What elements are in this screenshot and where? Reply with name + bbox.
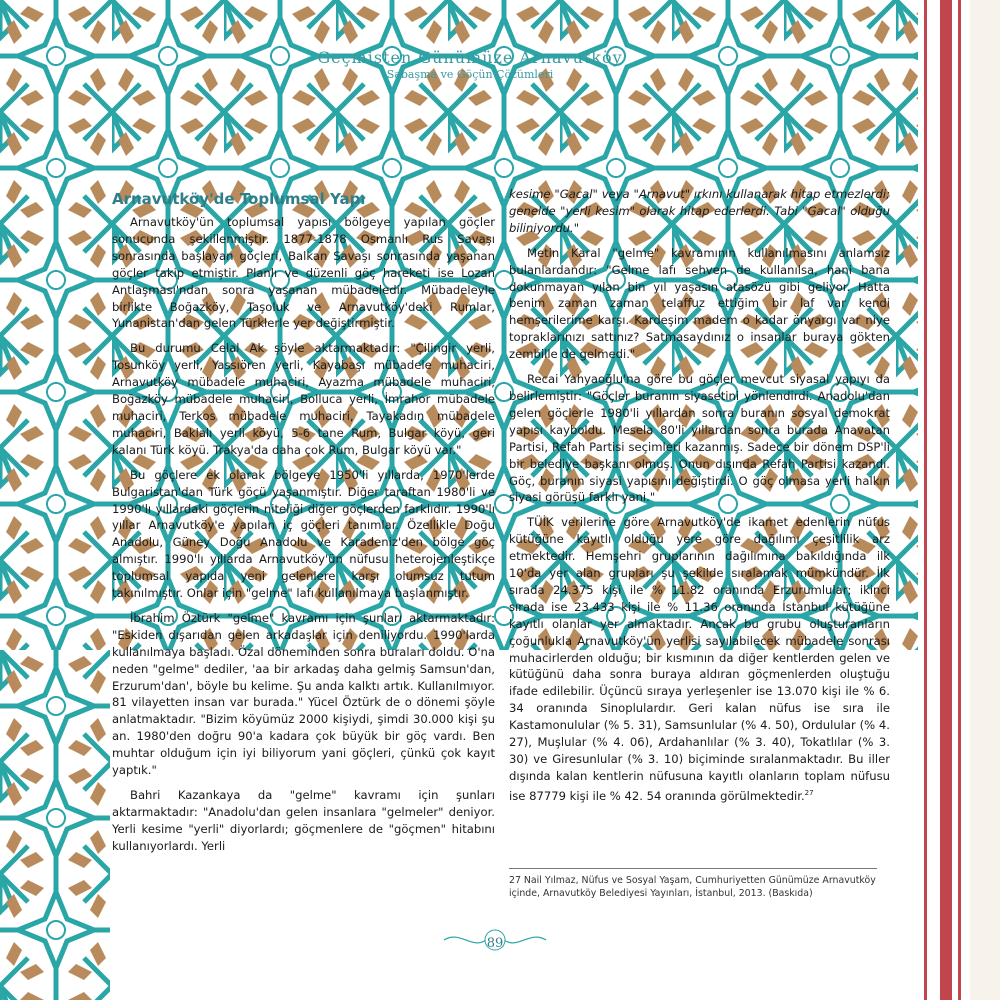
page-number: 89 (486, 936, 504, 951)
page-number-ornament (440, 928, 550, 952)
header-title: Geçmişten Günümüze Arnavutköy (317, 48, 623, 67)
left-column (112, 214, 495, 863)
paragraph: Arnavutköy'ün toplumsal yapısı bölgeye yapılan göçler sonucunda şekillenmiştir. 1877-1878 Osmanlı Rus Savaşı sonrasında başlayan göçleri, Balkan Savaşı sonrasında yaşanan göçler takip etmiştir. Planlı ve düzenli göç hareketi ise Lozan Antlaşması'ndan sonra yaşanan mübadeledir. Mübadeleyle birlikte Boğazköy, Taşoluk ve Arnavutköy'deki Rumlar, Yunanistan'dan gelen Türklerle yer değiştirmiştir. (112, 215, 495, 331)
paragraph: Bahri Kazankaya da "gelme" kavramı için şunları aktarmaktadır: "Anadolu'dan gelen insanlara "gelmeler" deniyor. Yerli kesime "yerli" diyorlardı; göçmenlere de "göçmen" hitabını kullanıyorlardı. Yerli (112, 788, 495, 853)
paragraph: İbrahim Öztürk "gelme" kavramı için şunları aktarmaktadır: "Eskiden dışarıdan gelen arkadaşlar için deniliyordu. 1990'larda kullanılmaya başladı. Özal döneminden sonra buraları doldu. O'na neden "gelme" dediler, 'aa bir arkadaş daha gelmiş Samsun'dan, Erzurum'dan', böyle bu kelime. Şu anda kalktı artık. Kullanılmıyor. 81 vilayetten insan var burada." Yücel Öztürk de o dönemi şöyle anlatmaktadır. "Bizim köyümüz 2000 kişiydi, şimdi 30.000 kişi şu an. 1980'den doğru 90'a kadara çok büyük bir göç vardı. Ben muhtar olduğum için iyi biliyorum yani göçleri, çünkü çok kayıt yaptık." (112, 610, 495, 778)
paragraph: Recai Yahyaoğlu'na göre bu göçler mevcut siyasal yapıyı da belirlemiştir: "Göçler buranın siyasetini yönlendirdi. Anadolu'dan gelen göçlerle 1980'li yıllardan sonra buranın sosyal demokrat yapısı kayboldu. Mesela 80'li yıllardan sonra burada Anavatan Partisi, Refah Partisi seçimleri kazanmış. Sadece bir dönem DSP'li bir belediye başkanı olmuş. Onun dışında Refah Partisi kazandı. Göç, buranın siyasi yapısını değiştirdi. O göç olmasa yerli halkın siyasi görüşü farklı yani." (509, 372, 890, 505)
paragraph: Bu durumu Celal Ak şöyle aktarmaktadır: "Çilingir yerli, Tosunköy yerli, Yassıören yerli, Kayabaşı mübadele muhaciri, Arnavutköy mübadele muhaciri, Ayazma mübadele muhaciri, Boğazköy mübadele muhaciri, Bolluca yerli, İmrahor mübadele muhaciri, Terkos mübadele muhaciri, Tayakadın mübadele muhaciri, Baklalı yerli köyü, 5-6 tane Rum, Bulgar köyü, geri kalanı Türk köyü. Trakya'da daha çok Rum, Bulgar köyü var." (112, 341, 495, 457)
header-subtitle: Sabaşma ve Göçün Çözümleri (386, 68, 554, 81)
paragraph: kesime "Gacal" veya "Arnavut" ırkını kullanarak hitap etmezlerdi; genelde "yerli kesim" olarak hitap ederlerdi. Tabi "Gacal" olduğu biliniyordu." (509, 187, 890, 235)
geometric-pattern-strip (0, 650, 110, 1000)
paragraph-text: TÜİK verilerine göre Arnavutköy'de ikamet edenlerin nüfus kütüğüne kayıtlı olduğu yere göre dağılımı çeşitlilik arz etmektedir. Hemşehri gruplarının dağılımına bakıldığında ilk 10'da yer alan grupları şu şekilde sıralamak mümkündür. İlk sırada 24.375 kişi ile % 11.82 oranında Erzurumlular; ikinci sırada ise 23.433 kişi ile % 11.36 oranında İstanbul kütüğüne kayıtlı olanlar yer almaktadır. Ancak bu grubu oluşturanların çoğunlukla Arnavutköy'ün yerlisi sayılabilecek mübadele sonrası muhacirlerden olduğu; bir kısmının da diğer kentlerden gelen ve kütüğünü daha sonra buraya aldıran göçmenlerden oluştuğu ifade edilebilir. Üçüncü sıraya yerleşenler ise 13.070 kişi ile % 6. 34 oranında Sinoplulardır. Geri kalan nüfus ise sıra ile Kastamonulular (% 5. 31), Samsunlular (% 4. 50), Ordulular (% 4. 27), Muşlular (% 4. 06), Ardahanlılar (% 3. 40), Tokatlılar (% 3. 30) ve Giresunlular (% 3. 10) biçiminde sıralanmaktadır. Bu iller dışında kalan kentlerin nüfusuna kayıtlı olanların toplam nüfusu ise 87779 kişi ile % 42. 54 oranında görülmektedir. (509, 515, 890, 803)
paragraph: Metin Karal "gelme" kavramının kullanılmasını anlamsız bulanlardandır: "Gelme lafı sehven de kullanılsa, hani bana dokunmayan yılan bin yıl yaşasın atasözü gibi geliyor. Hatta benim zaman zaman telaffuz ettiğim bir laf var kendi hemşerilerime karşı. Kardeşim madem o kadar önyargı var niye topraklarınızı sattınız? Satmasaydınız o insanlar buraya gökten zembille de gelmedi." (509, 245, 890, 362)
footnote-reference: 27 (804, 788, 814, 797)
running-header (300, 48, 640, 81)
footnote: 27 Nail Yılmaz, Nüfus ve Sosyal Yaşam, Cumhuriyetten Günümüze Arnavutköy içinde, Arnavutköy Belediyesi Yayınları, İstanbul, 2013. (Baskıda) (509, 875, 876, 899)
decorative-right-border (918, 0, 1000, 1000)
paragraph (509, 514, 890, 804)
right-column (509, 186, 890, 813)
section-title: Arnavutköy'de Toplumsal Yapı (112, 190, 366, 208)
footnote-divider (509, 868, 877, 869)
paragraph: Bu göçlere ek olarak bölgeye 1950'li yıllarda, 1970'lerde Bulgaristan'dan Türk göçü yaşanmıştır. Diğer taraftan 1980'li ve 1990'lı yıllardaki göçlerin niteliği diğer göçlerden farklıdır. 1990'lı yıllar Arnavutköy'e yapılan iç göçleri tanımlar. Özellikle Doğu Anadolu, Güney Doğu Anadolu ve Karadeniz'den bölge göç almıştır. 1990'lı yıllarda Arnavutköy'ün nüfusu heterojenleştikçe toplumsal yapıda yeni gelenlere karşı olumsuz tutum takınılmıştır. Onlar için "gelme" lafı kullanılmaya başlanmıştır. (112, 467, 495, 601)
